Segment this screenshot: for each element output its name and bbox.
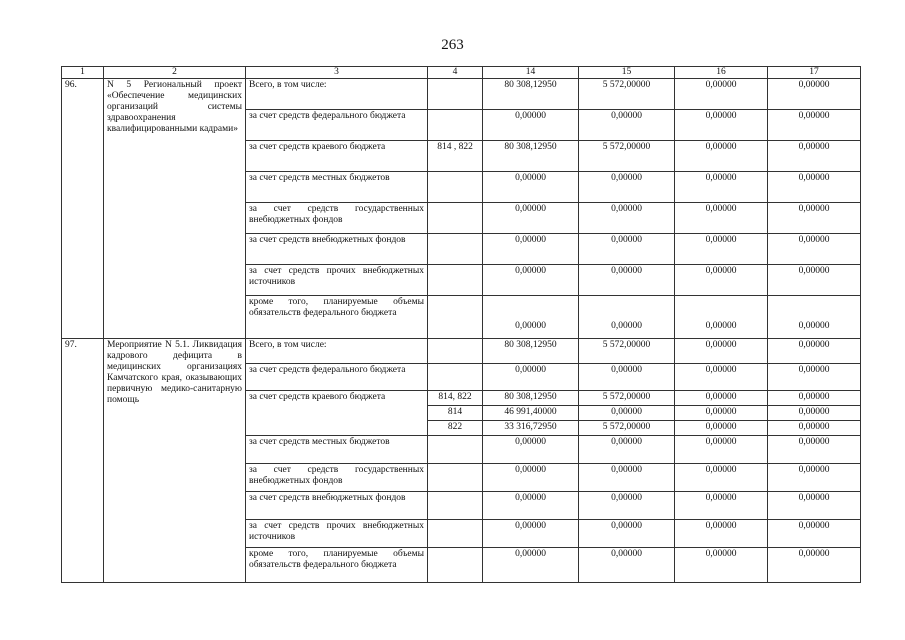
value-col14: 0,00000: [483, 109, 579, 140]
budget-codes: [428, 233, 483, 264]
item-name: Мероприятие N 5.1. Ликвидация кадрового дефицита в медицинских организациях Камчатского края, оказывающих первичную медико-санитарную помощь: [104, 338, 246, 582]
budget-codes: [428, 295, 483, 338]
value-col14: 0,00000: [483, 264, 579, 295]
column-number: 3: [246, 67, 428, 79]
value-col15: 0,00000: [579, 405, 675, 420]
funding-source: за счет средств внебюджетных фондов: [246, 233, 428, 264]
budget-codes: [428, 435, 483, 463]
funding-source: за счет средств внебюджетных фондов: [246, 491, 428, 519]
value-col14: 0,00000: [483, 171, 579, 202]
value-col16: 0,00000: [675, 264, 768, 295]
value-col15: 0,00000: [579, 463, 675, 491]
value-col15: 0,00000: [579, 202, 675, 233]
value-col17: 0,00000: [768, 295, 861, 338]
value-col14: 0,00000: [483, 463, 579, 491]
value-col15: 0,00000: [579, 264, 675, 295]
value-col15: 0,00000: [579, 295, 675, 338]
value-col14: 0,00000: [483, 519, 579, 547]
budget-codes: [428, 463, 483, 491]
value-col15: 0,00000: [579, 519, 675, 547]
value-col16: 0,00000: [675, 390, 768, 405]
budget-codes: [428, 363, 483, 390]
value-col15: 0,00000: [579, 363, 675, 390]
value-col16: 0,00000: [675, 363, 768, 390]
page-number: 263: [441, 37, 464, 53]
budget-codes: 814 , 822: [428, 140, 483, 171]
value-col14: 0,00000: [483, 233, 579, 264]
column-number: 14: [483, 67, 579, 79]
value-col15: 0,00000: [579, 491, 675, 519]
value-col17: 0,00000: [768, 435, 861, 463]
funding-source: за счет средств местных бюджетов: [246, 435, 428, 463]
value-col15: 0,00000: [579, 171, 675, 202]
value-col16: 0,00000: [675, 405, 768, 420]
value-col16: 0,00000: [675, 295, 768, 338]
value-col16: 0,00000: [675, 491, 768, 519]
value-col17: 0,00000: [768, 463, 861, 491]
value-col16: 0,00000: [675, 233, 768, 264]
item-name: N 5 Региональный проект «Обеспечение медицинских организаций системы здравоохранения квалифицированными кадрами»: [104, 78, 246, 338]
budget-codes: [428, 78, 483, 109]
funding-source: Всего, в том числе:: [246, 78, 428, 109]
funding-source: за счет средств краевого бюджета: [246, 140, 428, 171]
budget-codes: 814, 822: [428, 390, 483, 405]
budget-codes: [428, 202, 483, 233]
funding-source: за счет средств государственных внебюджетных фондов: [246, 463, 428, 491]
column-number: 15: [579, 67, 675, 79]
value-col14: 46 991,40000: [483, 405, 579, 420]
table-row: [62, 338, 861, 363]
value-col15: 0,00000: [579, 233, 675, 264]
column-number: 16: [675, 67, 768, 79]
value-col14: 80 308,12950: [483, 78, 579, 109]
value-col17: 0,00000: [768, 363, 861, 390]
value-col15: 0,00000: [579, 547, 675, 582]
value-col16: 0,00000: [675, 338, 768, 363]
value-col17: 0,00000: [768, 233, 861, 264]
value-col15: 0,00000: [579, 435, 675, 463]
value-col16: 0,00000: [675, 519, 768, 547]
value-col16: 0,00000: [675, 202, 768, 233]
value-col17: 0,00000: [768, 390, 861, 405]
value-col16: 0,00000: [675, 435, 768, 463]
budget-codes: [428, 171, 483, 202]
funding-source: за счет средств местных бюджетов: [246, 171, 428, 202]
value-col14: 0,00000: [483, 295, 579, 338]
value-col15: 5 572,00000: [579, 420, 675, 435]
value-col15: 5 572,00000: [579, 140, 675, 171]
value-col15: 5 572,00000: [579, 78, 675, 109]
column-number-row: [62, 67, 861, 79]
value-col17: 0,00000: [768, 202, 861, 233]
row-index: 96.: [62, 78, 104, 338]
value-col14: 0,00000: [483, 435, 579, 463]
value-col15: 5 572,00000: [579, 338, 675, 363]
budget-codes: [428, 547, 483, 582]
value-col16: 0,00000: [675, 78, 768, 109]
value-col17: 0,00000: [768, 405, 861, 420]
value-col17: 0,00000: [768, 338, 861, 363]
budget-codes: 822: [428, 420, 483, 435]
value-col14: 0,00000: [483, 363, 579, 390]
value-col17: 0,00000: [768, 264, 861, 295]
value-col17: 0,00000: [768, 420, 861, 435]
budget-table: [61, 66, 861, 583]
value-col17: 0,00000: [768, 78, 861, 109]
row-index: 97.: [62, 338, 104, 582]
table-row: [62, 78, 861, 109]
budget-codes: [428, 491, 483, 519]
column-number: 4: [428, 67, 483, 79]
budget-codes: 814: [428, 405, 483, 420]
value-col17: 0,00000: [768, 519, 861, 547]
column-number: 17: [768, 67, 861, 79]
budget-codes: [428, 109, 483, 140]
budget-codes: [428, 519, 483, 547]
funding-source: за счет средств прочих внебюджетных источников: [246, 519, 428, 547]
budget-codes: [428, 338, 483, 363]
funding-source: за счет средств государственных внебюджетных фондов: [246, 202, 428, 233]
value-col17: 0,00000: [768, 491, 861, 519]
value-col14: 0,00000: [483, 547, 579, 582]
value-col17: 0,00000: [768, 140, 861, 171]
value-col15: 0,00000: [579, 109, 675, 140]
funding-source: за счет средств федерального бюджета: [246, 363, 428, 390]
funding-source: за счет средств прочих внебюджетных источников: [246, 264, 428, 295]
column-number: 2: [104, 67, 246, 79]
value-col17: 0,00000: [768, 109, 861, 140]
column-number: 1: [62, 67, 104, 79]
value-col17: 0,00000: [768, 171, 861, 202]
value-col16: 0,00000: [675, 140, 768, 171]
value-col16: 0,00000: [675, 171, 768, 202]
value-col14: 80 308,12950: [483, 140, 579, 171]
funding-source: Всего, в том числе:: [246, 338, 428, 363]
value-col16: 0,00000: [675, 420, 768, 435]
value-col14: 80 308,12950: [483, 390, 579, 405]
funding-source: за счет средств федерального бюджета: [246, 109, 428, 140]
funding-source: кроме того, планируемые объемы обязательств федерального бюджета: [246, 547, 428, 582]
value-col16: 0,00000: [675, 547, 768, 582]
value-col14: 0,00000: [483, 202, 579, 233]
value-col14: 0,00000: [483, 491, 579, 519]
value-col16: 0,00000: [675, 463, 768, 491]
value-col17: 0,00000: [768, 547, 861, 582]
value-col14: 33 316,72950: [483, 420, 579, 435]
value-col15: 5 572,00000: [579, 390, 675, 405]
value-col16: 0,00000: [675, 109, 768, 140]
value-col14: 80 308,12950: [483, 338, 579, 363]
budget-codes: [428, 264, 483, 295]
funding-source: за счет средств краевого бюджета: [246, 390, 428, 435]
funding-source: кроме того, планируемые объемы обязательств федерального бюджета: [246, 295, 428, 338]
